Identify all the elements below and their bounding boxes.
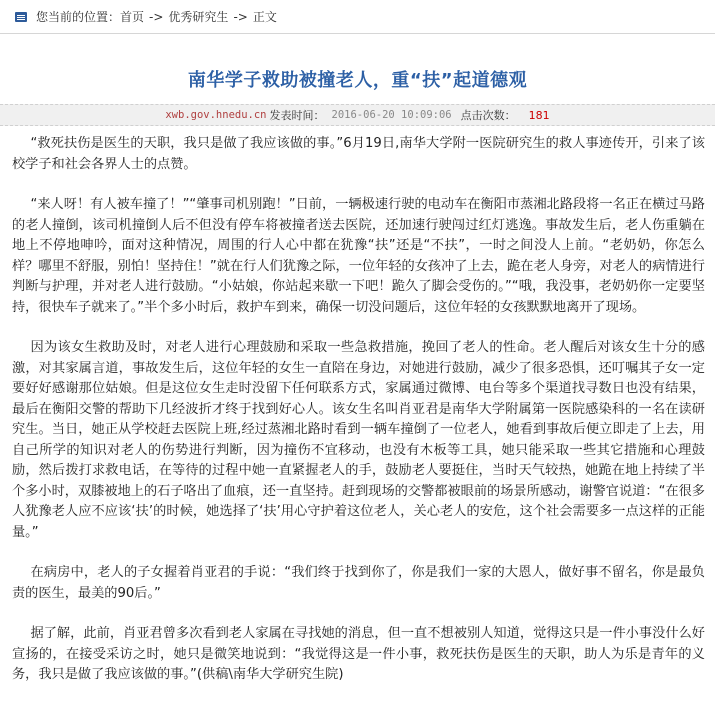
breadcrumb-prefix: 您当前的位置： <box>36 10 121 24</box>
breadcrumb-separator: -> <box>149 9 164 24</box>
article-title: 南华学子救助被撞老人，重“扶”起道德观 <box>187 70 528 91</box>
article-body <box>12 134 705 706</box>
article-paragraph: “来人呀！有人被车撞了！”“肇事司机别跑！”日前，一辆极速行驶的电动车在衡阳市蒸湘北路段将一名正在横过马路的老人撞倒，该司机撞倒人后不但没有停车将被撞者送去医院，还加速行驶闯过红灯逃逸。事故发生后，老人伤重躺在地上不停地呻吟，面对这种情况，周围的行人心中都在犹豫“扶”还是“不扶”，一时之间没人上前。“老奶奶，你怎么样？哪里不舒服，别怕！坚持住！”就在行人们犹豫之际，一位年轻的女孩冲了上去，跪在老人身旁，对老人的病情进行判断与护理，并对老人进行鼓励。“小姑娘，你站起来歇一下吧！跪久了脚会受伤的。”“哦，我没事，老奶奶你一定要坚持，很快车子就来了。”半个多小时后，救护车到来，确保一切没问题后，这位年轻的女孩默默地离开了现场。 <box>12 197 705 315</box>
breadcrumb <box>0 0 715 34</box>
breadcrumb-home-link[interactable]: 首页 <box>120 10 145 24</box>
click-count: 181 <box>528 108 550 122</box>
breadcrumb-current: 正文 <box>252 10 277 24</box>
breadcrumb-category-link[interactable]: 优秀研究生 <box>168 10 229 24</box>
document-icon <box>14 10 28 24</box>
publish-time-label: 发表时间： <box>269 109 325 122</box>
click-count-label: 点击次数： <box>460 109 516 122</box>
article-paragraph: 据了解，此前，肖亚君曾多次看到老人家属在寻找她的消息，但一直不想被别人知道，觉得这只是一件小事没什么好宣扬的，在接受采访之时，她只是微笑地说到：“我觉得这是一件小事，救死扶伤是医生的天职，助人为乐是青年的义务，我只是做了我应该做的事。”(供稿\南华大学研究生院) <box>12 626 705 682</box>
publish-time: 2016-06-20 10:09:06 <box>331 109 452 121</box>
article-paragraph: “救死扶伤是医生的天职，我只是做了我应该做的事。”6月19日,南华大学附一医院研究生的救人事迹传开，引来了该校学子和社会各界人士的点赞。 <box>12 136 705 172</box>
breadcrumb-separator: -> <box>233 9 248 24</box>
article-meta <box>0 104 715 126</box>
article-paragraph: 在病房中，老人的子女握着肖亚君的手说：“我们终于找到你了，你是我们一家的大恩人，做好事不留名，你是最负责的医生，最美的90后。” <box>12 565 705 601</box>
article-source: xwb.gov.hnedu.cn <box>165 109 267 121</box>
article-paragraph: 因为该女生救助及时，对老人进行心理鼓励和采取一些急救措施，挽回了老人的性命。老人醒后对该女生十分的感激，对其家属言道，事故发生后，这位年轻的女生一直陪在身边，对她进行鼓励，减少了很多恐惧，还叮嘱其子女一定要好好感谢那位姑娘。但是这位女生走时没留下任何联系方式，家属通过微博、电台等多个渠道找寻数日也没有结果，最后在衡阳交警的帮助下几经波折才终于找到好心人。该女生名叫肖亚君是南华大学附属第一医院感染科的一名在读研究生。当日，她正从学校赶去医院上班,经过蒸湘北路时看到一辆车撞倒了一位老人，她看到事故后便立即走了上去，用自己所学的知识对老人的伤势进行判断，因为撞伤不宜移动，也没有木板等工具，她只能采取一些其它措施和心理鼓励，然后拨打求救电话，在等待的过程中她一直紧握老人的手，鼓励老人要挺住，当时天气较热，她跪在地上持续了半个多小时，双膝被地上的石子咯出了血痕，还一直坚持。赶到现场的交警都被眼前的场景所感动，谢警官说道：“在很多人犹豫老人应不应该‘扶’的时候，她选择了‘扶’用心守护着这位老人，关心老人的安危，这个社会需要多一点这样的正能量。” <box>12 340 705 540</box>
